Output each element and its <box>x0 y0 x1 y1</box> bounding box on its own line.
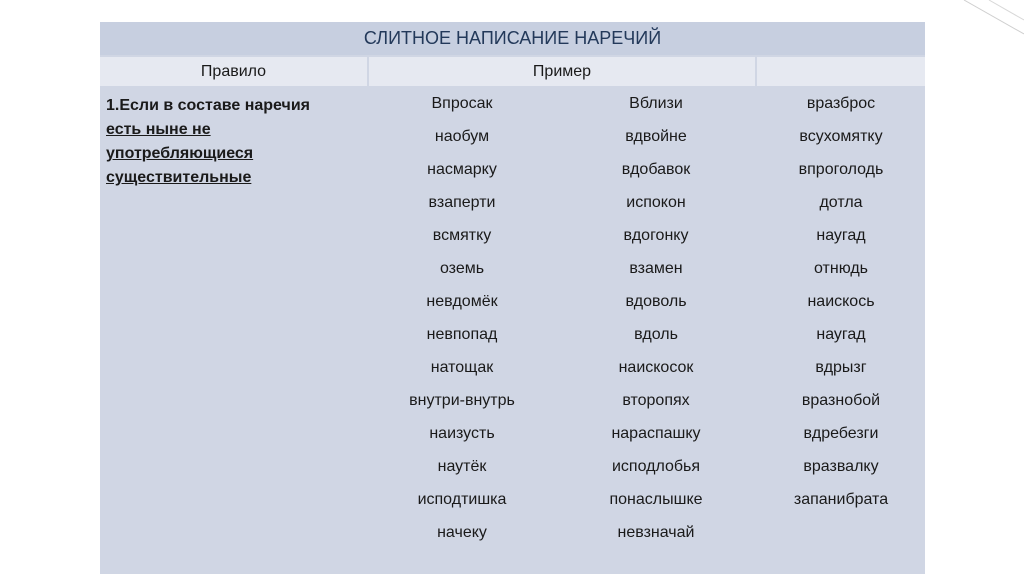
adverb-word: исподтишка <box>417 491 507 508</box>
adverb-word: наугад <box>816 326 866 343</box>
adverb-word: натощак <box>430 359 494 376</box>
word-list-3 <box>757 88 925 521</box>
adverb-word: второпях <box>622 392 690 409</box>
example-column-3 <box>757 88 925 574</box>
adverb-word: невпопад <box>426 326 498 343</box>
rule-underlined-line-2: употребляющиеся <box>106 145 254 162</box>
adverb-word: вдогонку <box>623 227 689 244</box>
rule-underlined-line-3: существительные <box>106 169 252 186</box>
adverb-word: наугад <box>816 227 866 244</box>
adverb-word: наискосок <box>618 359 694 376</box>
adverb-word: вдвойне <box>625 128 687 145</box>
adverb-word: всмятку <box>432 227 492 244</box>
adverb-word: нараспашку <box>611 425 701 442</box>
adverbs-table <box>100 22 925 574</box>
adverb-word: отнюдь <box>813 260 869 277</box>
adverb-word: вдобавок <box>621 161 691 178</box>
adverb-word: запанибрата <box>793 491 889 508</box>
adverb-word: невдомёк <box>426 293 498 310</box>
table-title: СЛИТНОЕ НАПИСАНИЕ НАРЕЧИЙ <box>100 22 925 55</box>
rule-underlined-line-1: есть ныне не <box>106 121 211 138</box>
header-example: Пример <box>369 57 755 86</box>
adverb-word: оземь <box>439 260 485 277</box>
adverb-word: Вблизи <box>629 95 683 112</box>
adverb-word: Впросак <box>431 95 493 112</box>
adverb-word: вдрызг <box>815 359 867 376</box>
adverb-word: наобум <box>434 128 490 145</box>
example-column-2 <box>557 88 755 574</box>
adverb-word: взамен <box>629 260 683 277</box>
adverb-word: начеку <box>437 524 487 541</box>
adverb-word: дотла <box>819 194 863 211</box>
adverb-word: вразнобой <box>801 392 881 409</box>
adverb-word: внутри-внутрь <box>409 392 515 409</box>
adverb-word: наутёк <box>437 458 487 475</box>
adverb-word: невзначай <box>617 524 695 541</box>
word-list-1 <box>369 88 555 554</box>
corner-decoration <box>944 0 1024 40</box>
adverb-word: наискось <box>807 293 875 310</box>
word-list-2 <box>557 88 755 554</box>
adverb-word: вразброс <box>806 95 876 112</box>
adverb-word: исподлобья <box>611 458 701 475</box>
adverb-word: понаслышке <box>609 491 703 508</box>
example-column-1 <box>369 88 555 574</box>
adverb-word: вдребезги <box>803 425 879 442</box>
adverb-word: всухомятку <box>799 128 883 145</box>
rule-lead: 1.Если в составе наречия <box>106 97 310 114</box>
header-rule: Правило <box>100 57 367 86</box>
adverb-word: наизусть <box>429 425 495 442</box>
header-blank <box>757 57 925 86</box>
adverb-word: вдоволь <box>625 293 687 310</box>
adverb-word: взаперти <box>428 194 496 211</box>
adverb-word: насмарку <box>427 161 497 178</box>
adverb-word: вразвалку <box>803 458 879 475</box>
adverb-word: испокон <box>626 194 686 211</box>
adverb-word: вдоль <box>634 326 678 343</box>
rule-cell <box>100 88 367 574</box>
rule-text <box>106 94 367 190</box>
adverb-word: впроголодь <box>798 161 884 178</box>
